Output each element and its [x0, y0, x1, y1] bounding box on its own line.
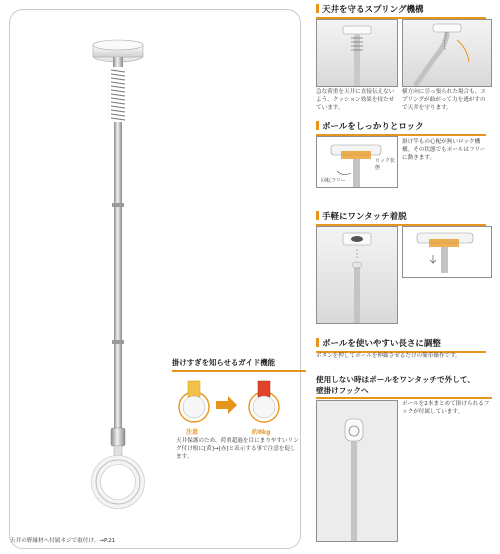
detach-photo	[316, 226, 398, 324]
unused-title-line2: 壁掛けフックへ	[316, 385, 492, 399]
title-marker	[316, 4, 319, 13]
guide-title: 掛けすぎを知らせるガイド機能	[172, 357, 306, 372]
lock-state-label: ロック状態	[375, 158, 395, 171]
guide-caption: 天井保護のため、荷重超過を目にまりやすいリング付け根に[黄]→[赤]と表示する事で注意を促します。	[176, 438, 299, 460]
weight-label: 約8kg	[252, 429, 271, 436]
lock-section-title	[316, 120, 486, 136]
guide-diagram	[172, 373, 306, 431]
lock-caption: 掛け竿もの心配が無いロック機構。その状態でもポールはフリーに動きます。	[402, 139, 486, 161]
length-section-title	[316, 337, 486, 353]
spring	[111, 70, 125, 120]
spring-photo-right	[402, 19, 492, 87]
guide-function	[172, 357, 306, 493]
spring-caption-left: 急な荷重を天井に直接伝えないよう、クッション効果を持たせています。	[316, 89, 395, 111]
length-title-text: ポールを使いやすい長さに調整	[322, 339, 441, 349]
feature-column	[314, 0, 500, 554]
arrow-down-icon	[430, 255, 436, 263]
rotation-free-label: 回転フリー	[321, 178, 346, 184]
spring-photo-left	[316, 19, 398, 87]
title-marker	[316, 211, 319, 220]
arrow-right-icon	[216, 396, 237, 414]
title-marker	[316, 338, 319, 347]
detach-section-title	[316, 210, 486, 226]
spring-section-title	[316, 3, 486, 19]
unused-title-line1: 使用しない時はポールをワンタッチで外して、	[316, 375, 475, 384]
footnote: 天井の野縁材へ付属ネジで取付け。→P.21	[10, 538, 116, 544]
lock-diagram	[316, 136, 398, 188]
detach-diagram	[402, 226, 492, 278]
caution-label: 注意	[186, 429, 199, 436]
unused-caption: ポールを2本まとめて掛けられるフックが付属しています。	[402, 401, 490, 415]
unused-section-title	[316, 374, 492, 399]
pole	[114, 122, 122, 432]
lock-title-text: ポールをしっかりとロック	[322, 122, 424, 132]
spring-caption-right: 横方向に引っ張られた場合も、スプリングが曲がって力を逃がすので天井を守ります。	[402, 89, 486, 111]
length-caption: ボタンを押してポールを伸縮させるだけの簡単操作です。	[316, 353, 461, 359]
spring-title-text: 天井を守るスプリング機構	[322, 5, 424, 15]
detach-title-text: 手軽にワンタッチ着脱	[322, 212, 407, 222]
title-marker	[316, 121, 319, 130]
wall-hook-photo	[316, 400, 398, 542]
